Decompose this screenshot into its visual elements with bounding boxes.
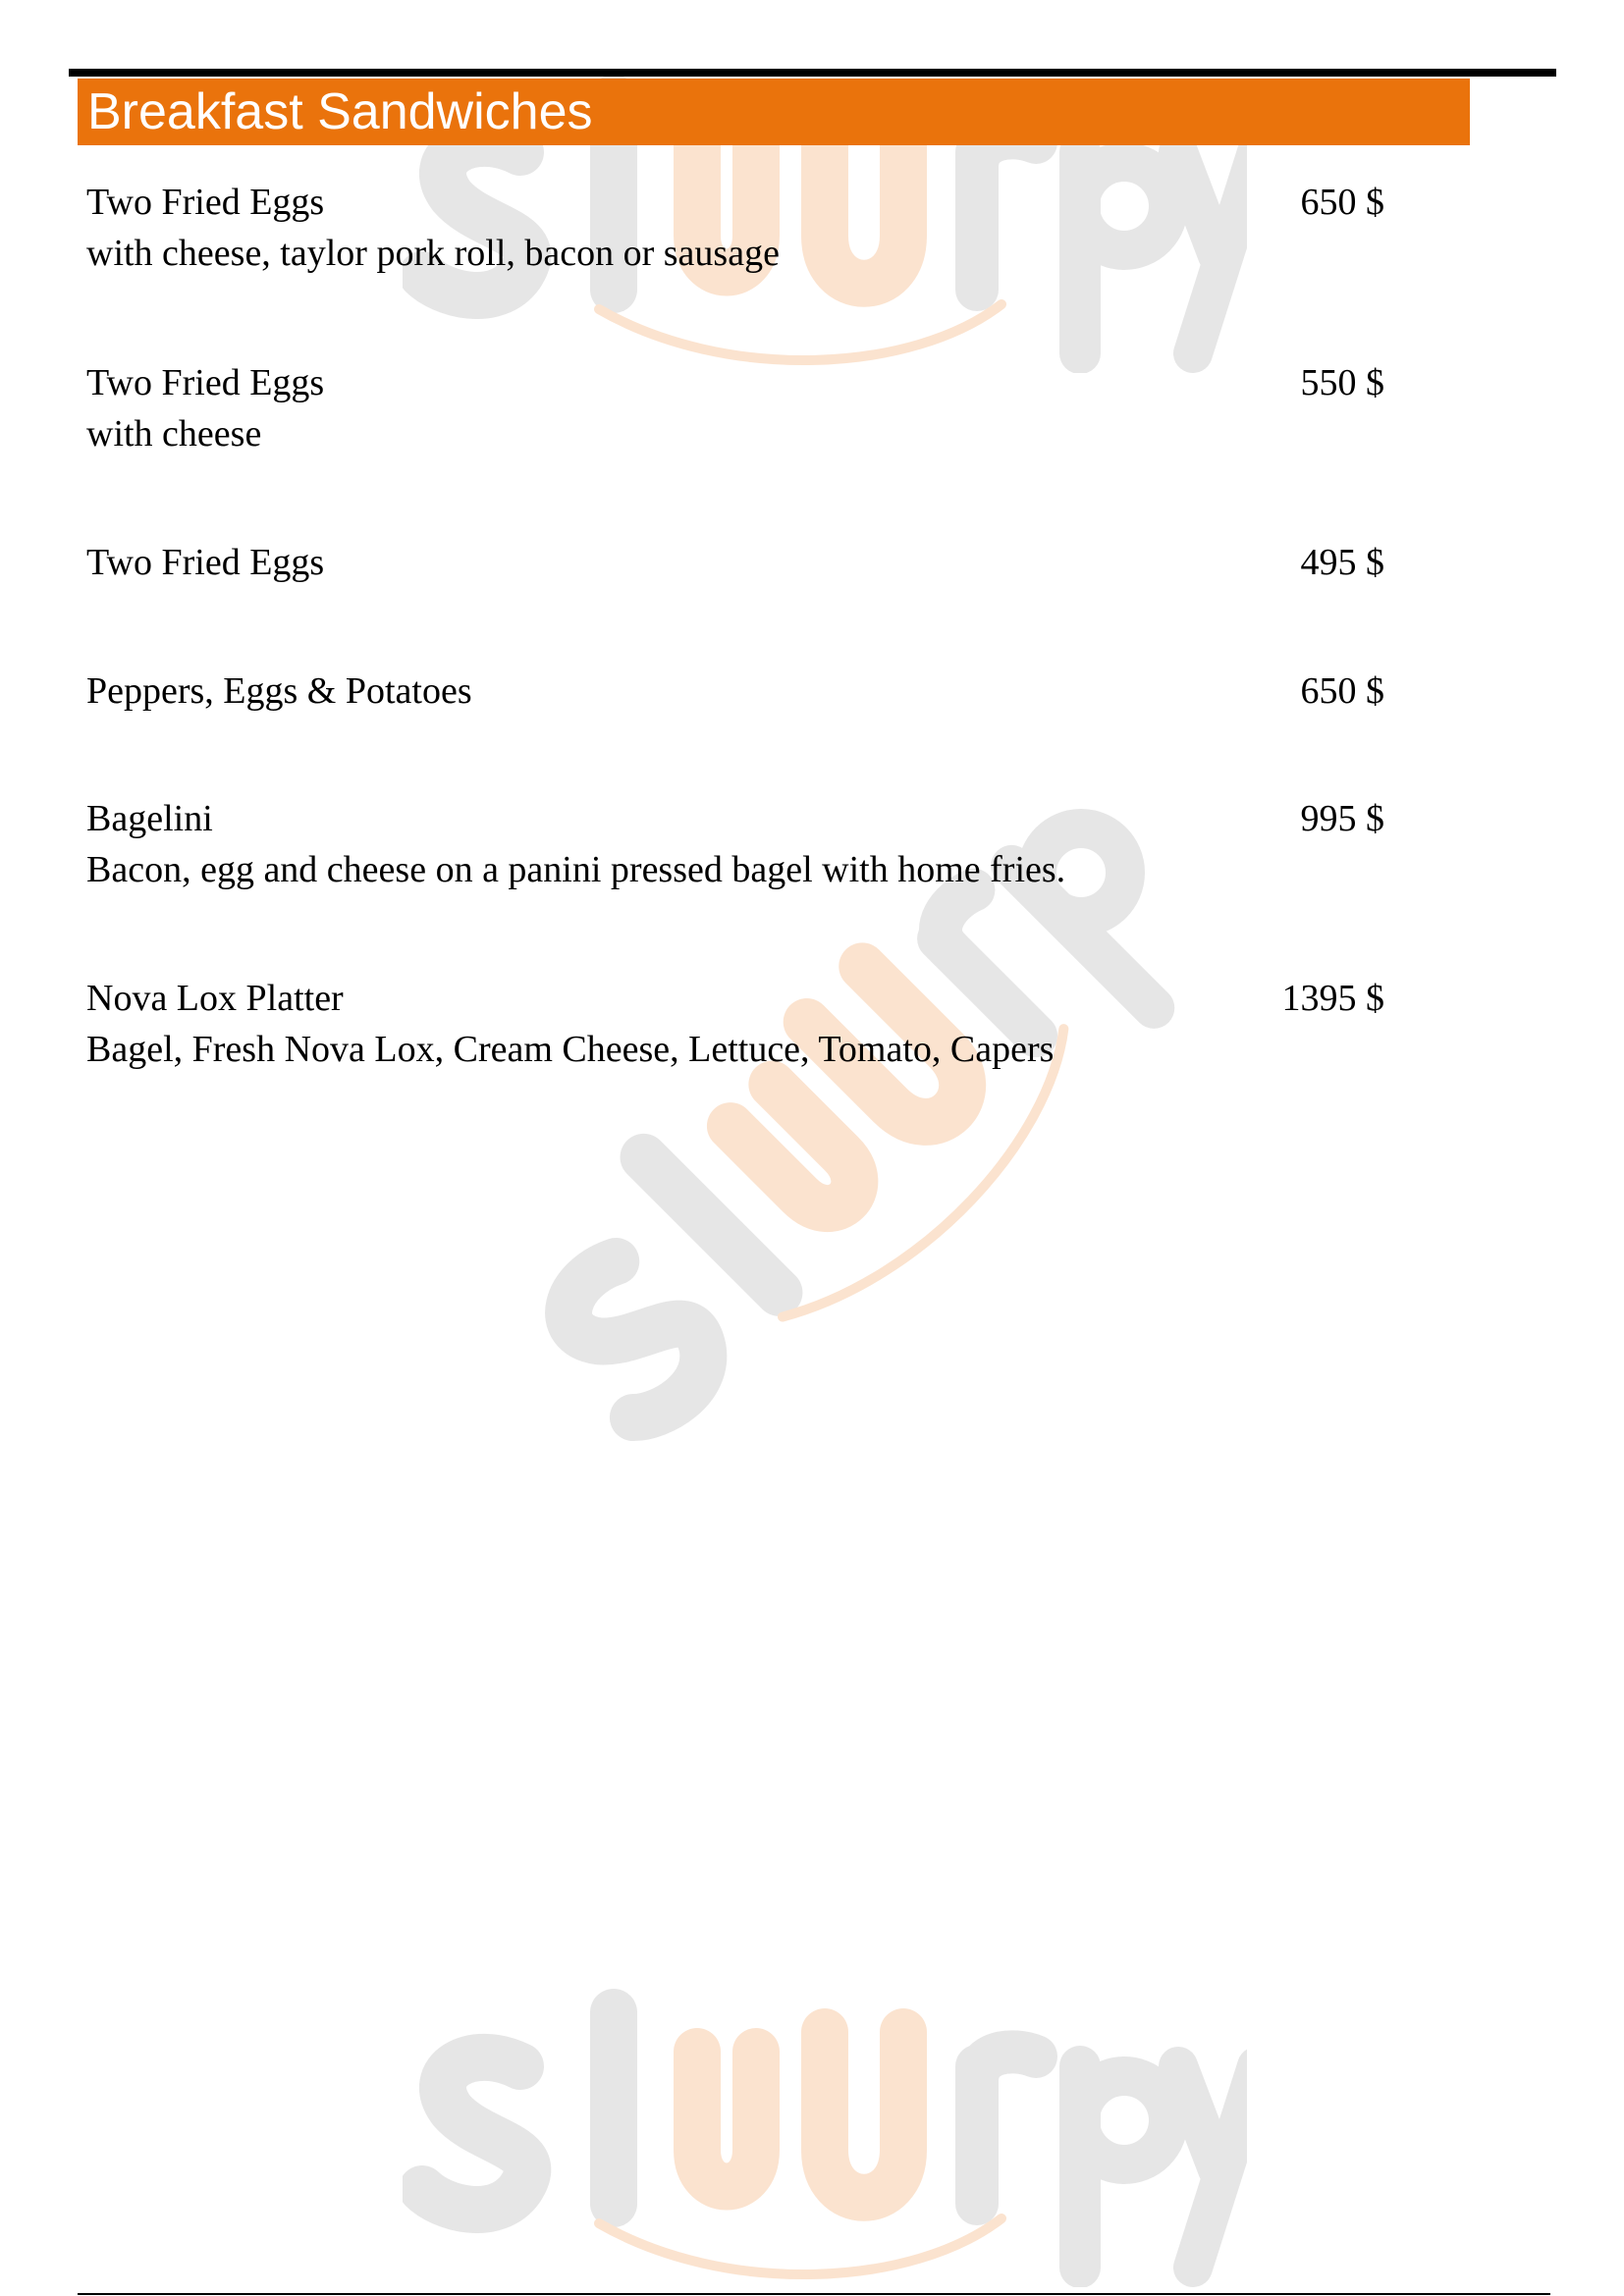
menu-item bbox=[86, 666, 1384, 717]
item-name: Nova Lox Platter bbox=[86, 978, 344, 1019]
section-title: Breakfast Sandwiches bbox=[87, 83, 593, 140]
item-price: 495 $ bbox=[1300, 542, 1384, 583]
bottom-divider bbox=[78, 2293, 1550, 2295]
item-name: Bagelini bbox=[86, 798, 213, 839]
item-name: Two Fried Eggs bbox=[86, 542, 325, 583]
item-description: with cheese, taylor pork roll, bacon or sausage bbox=[86, 233, 780, 274]
item-price: 1395 $ bbox=[1281, 978, 1384, 1019]
item-name: Two Fried Eggs bbox=[86, 362, 325, 403]
top-divider bbox=[69, 69, 1556, 77]
item-description: Bacon, egg and cheese on a panini pressed bagel with home fries. bbox=[86, 849, 1066, 890]
item-description: Bagel, Fresh Nova Lox, Cream Cheese, Lettuce, Tomato, Capers bbox=[86, 1029, 1055, 1070]
item-price: 995 $ bbox=[1300, 798, 1384, 839]
item-name: Peppers, Eggs & Potatoes bbox=[86, 670, 472, 712]
menu-item bbox=[86, 537, 1384, 588]
item-price: 550 $ bbox=[1300, 362, 1384, 403]
item-price: 650 $ bbox=[1300, 182, 1384, 223]
menu-item bbox=[86, 177, 1384, 279]
sluurpy-logo-icon bbox=[403, 1973, 1247, 2287]
item-price: 650 $ bbox=[1300, 670, 1384, 712]
menu-item bbox=[86, 793, 1384, 895]
menu-item bbox=[86, 973, 1384, 1075]
section-header bbox=[78, 79, 1470, 145]
menu-item bbox=[86, 357, 1384, 459]
item-name: Two Fried Eggs bbox=[86, 182, 325, 223]
item-description: with cheese bbox=[86, 413, 262, 454]
